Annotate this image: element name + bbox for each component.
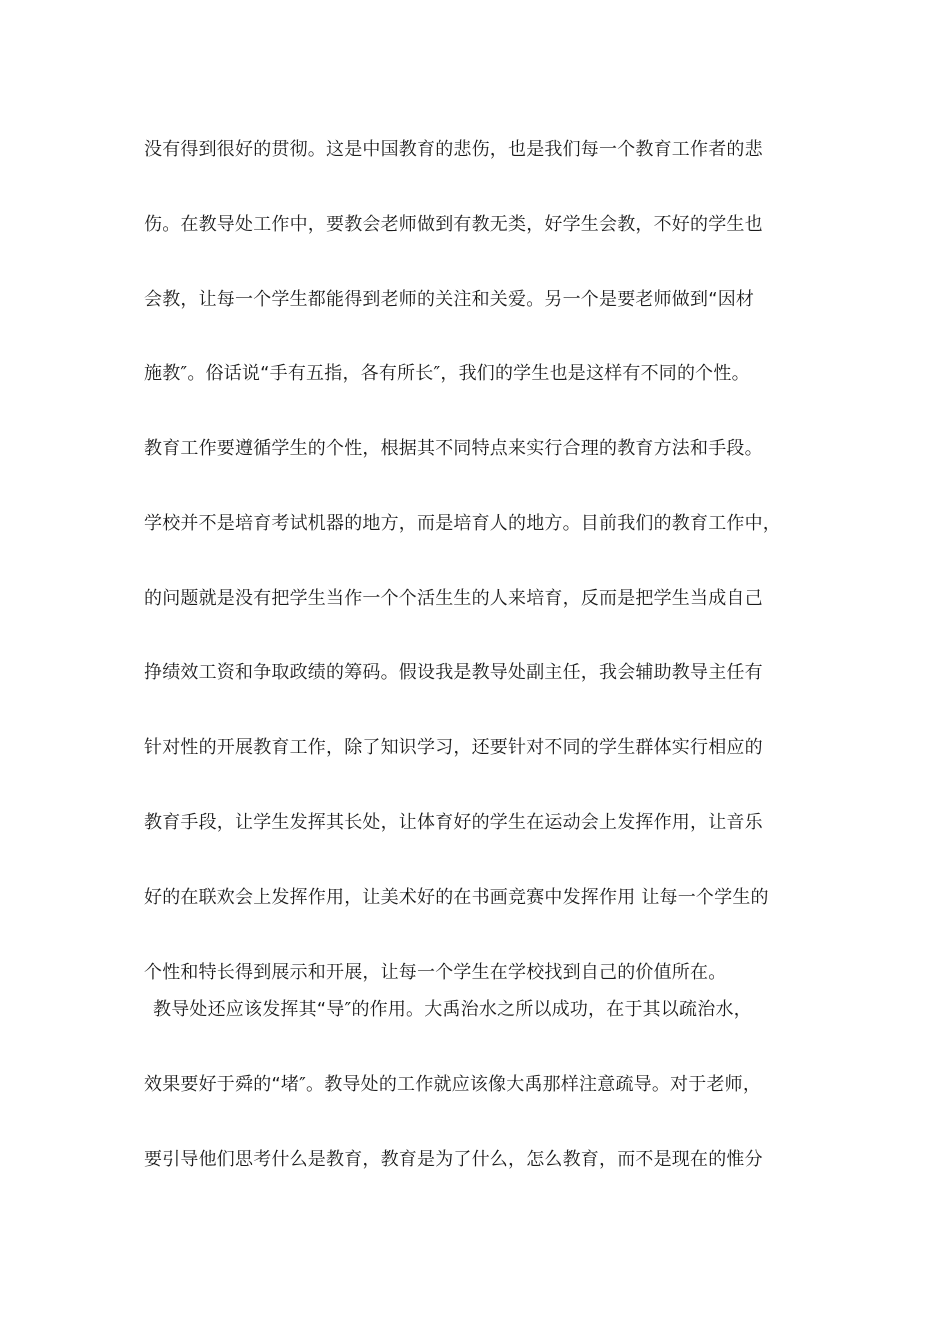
blank-line: [144, 318, 824, 355]
blank-line: [144, 168, 824, 205]
blank-line: [144, 1028, 824, 1065]
text-line: 效果要好于舜的“堵″。教导处的工作就应该像大禹那样注意疏导。对于老师，: [144, 1073, 762, 1095]
text-line: 挣绩效工资和争取政绩的筹码。假设我是教导处副主任，我会辅助教导主任有: [144, 662, 763, 684]
blank-line: [144, 841, 824, 878]
blank-line: [144, 617, 824, 654]
text-line: 针对性的开展教育工作，除了知识学习，还要针对不同的学生群体实行相应的: [144, 737, 763, 759]
blank-line: [144, 692, 824, 729]
text-line: 教育工作要遵循学生的个性，根据其不同特点来实行合理的教育方法和手段。: [144, 438, 763, 460]
text-line: 教育手段，让学生发挥其长处，让体育好的学生在运动会上发挥作用，让音乐: [144, 812, 763, 834]
text-line: 要引导他们思考什么是教育，教育是为了什么，怎么教育，而不是现在的惟分: [144, 1148, 763, 1170]
text-line: 没有得到很好的贯彻。这是中国教育的悲伤，也是我们每一个教育工作者的悲: [144, 139, 763, 160]
text-line: 好的在联欢会上发挥作用，让美术好的在书画竞赛中发挥作用 让每一个学生的: [144, 886, 769, 908]
blank-line: [144, 1103, 824, 1140]
blank-line: [144, 542, 824, 579]
blank-line: [144, 767, 824, 804]
text-line: 的问题就是没有把学生当作一个个活生生的人来培育，反而是把学生当成自己: [144, 587, 763, 609]
text-line: 学校并不是培育考试机器的地方，而是培育人的地方。目前我们的教育工作中，: [144, 512, 781, 534]
blank-line: [144, 243, 824, 280]
text-line: 伤。在教导处工作中，要教会老师做到有教无类，好学生会教，不好的学生也: [144, 213, 763, 235]
text-line: 个性和特长得到展示和开展，让每一个学生在学校找到自己的价值所在。: [144, 961, 727, 983]
blank-line: [144, 393, 824, 430]
body-text: [144, 131, 824, 1178]
text-line: 会教，让每一个学生都能得到老师的关注和关爱。另一个是要老师做到“因材: [144, 288, 755, 310]
text-line: 施教″。俗话说“手有五指，各有所长″，我们的学生也是这样有不同的个性。: [144, 363, 750, 385]
blank-line: [144, 468, 824, 505]
blank-line: [144, 916, 824, 953]
paragraph-start-line: 教导处还应该发挥其“导″的作用。大禹治水之所以成功，在于其以疏治水，: [153, 998, 752, 1020]
